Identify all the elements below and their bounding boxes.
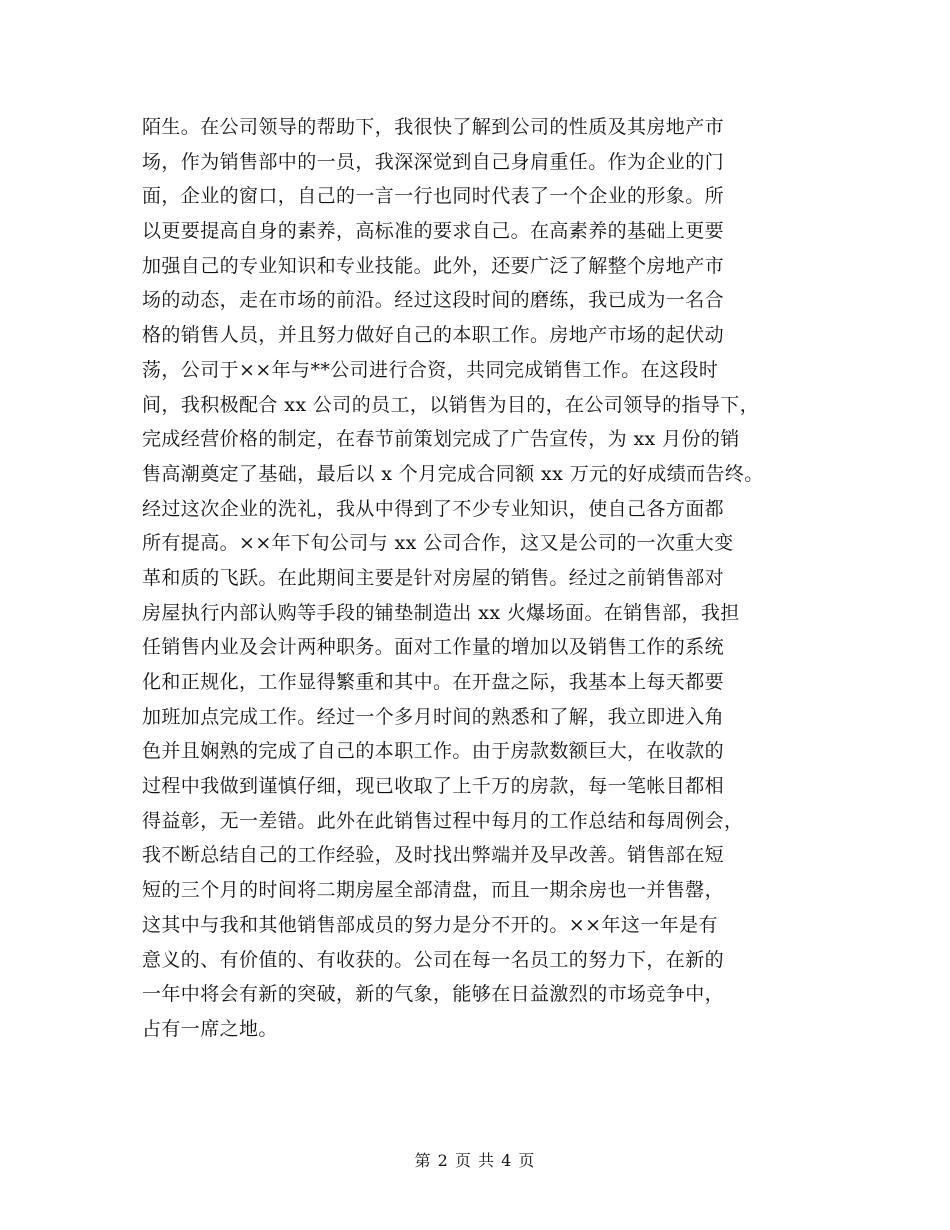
text-line: 场，作为销售部中的一员，我深深觉到自己身肩重任。作为企业的门	[142, 150, 725, 173]
text-line: 完成经营价格的制定，在春节前策划完成了广告宣传，为 xx 月份的销	[142, 428, 740, 451]
text-line: 格的销售人员，并且努力做好自己的本职工作。房地产市场的起伏动	[142, 324, 725, 347]
body-text	[142, 110, 822, 1047]
text-line: 加班加点完成工作。经过一个多月时间的熟悉和了解，我立即进入角	[142, 705, 725, 728]
text-line: 占有一席之地。	[142, 1017, 278, 1040]
text-line: 间，我积极配合 xx 公司的员工，以销售为目的，在公司领导的指导下，	[142, 393, 760, 416]
text-line: 陌生。在公司领导的帮助下，我很快了解到公司的性质及其房地产市	[142, 116, 725, 138]
text-line: 意义的、有价值的、有收获的。公司在每一名员工的努力下，在新的	[142, 948, 725, 971]
text-line: 这其中与我和其他销售部成员的努力是分不开的。××年这一年是有	[142, 913, 718, 936]
text-line: 面，企业的窗口，自己的一言一行也同时代表了一个企业的形象。所	[142, 185, 725, 208]
text-line: 色并且娴熟的完成了自己的本职工作。由于房款数额巨大，在收款的	[142, 740, 725, 763]
text-line: 以更要提高自身的素养，高标准的要求自己。在高素养的基础上更要	[142, 220, 725, 243]
text-line: 任销售内业及会计两种职务。面对工作量的增加以及销售工作的系统	[142, 636, 725, 659]
text-line: 荡，公司于××年与**公司进行合资，共同完成销售工作。在这段时	[142, 358, 719, 381]
text-line: 我不断总结自己的工作经验，及时找出弊端并及早改善。销售部在短	[142, 844, 725, 867]
text-line: 短的三个月的时间将二期房屋全部清盘，而且一期余房也一并售罄，	[142, 879, 725, 902]
page-number-footer: 第 2 页 共 4 页	[414, 1151, 536, 1170]
text-line: 一年中将会有新的突破，新的气象，能够在日益激烈的市场竞争中，	[142, 983, 725, 1006]
text-line: 化和正规化，工作显得繁重和其中。在开盘之际，我基本上每天都要	[142, 671, 725, 693]
text-line: 经过这次企业的洗礼，我从中得到了不少专业知识，使自己各方面都	[142, 497, 725, 520]
text-line: 加强自己的专业知识和专业技能。此外，还要广泛了解整个房地产市	[142, 254, 725, 277]
text-line: 过程中我做到谨慎仔细，现已收取了上千万的房款，每一笔帐目都相	[142, 775, 725, 798]
text-line: 革和质的飞跃。在此期间主要是针对房屋的销售。经过之前销售部对	[142, 566, 725, 589]
text-line: 所有提高。××年下旬公司与 xx 公司合作，这又是公司的一次重大变	[142, 532, 734, 555]
text-line: 房屋执行内部认购等手段的铺垫制造出 xx 火爆场面。在销售部，我担	[142, 601, 740, 624]
text-line: 场的动态，走在市场的前沿。经过这段时间的磨练，我已成为一名合	[142, 289, 725, 312]
text-line: 得益彰，无一差错。此外在此销售过程中每月的工作总结和每周例会，	[142, 809, 744, 832]
text-line: 售高潮奠定了基础，最后以 x 个月完成合同额 xx 万元的好成绩而告终。	[142, 462, 764, 485]
